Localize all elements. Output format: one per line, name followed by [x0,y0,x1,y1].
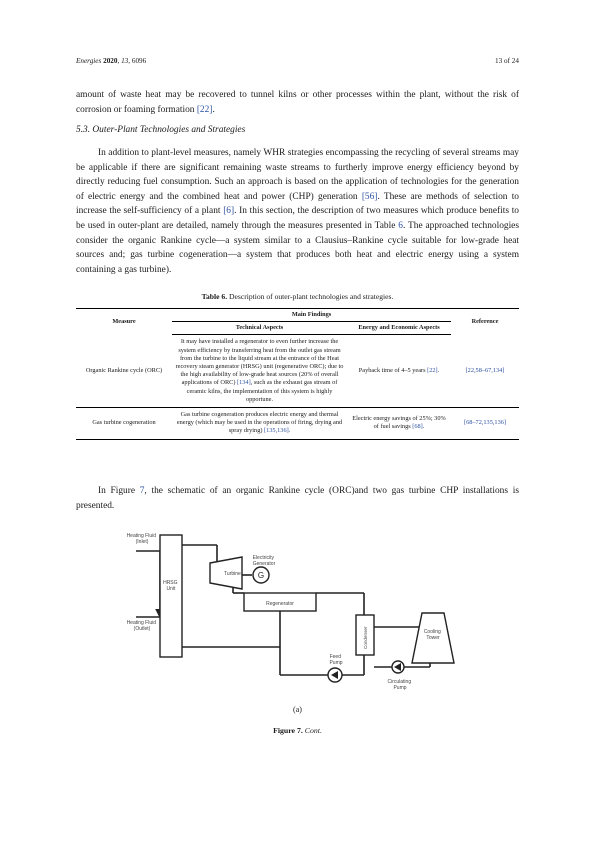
svg-text:Heating Fluid (Inlet) [127,533,158,545]
paragraph-figure-intro [76,484,519,513]
journal-volume: 13 [121,57,129,65]
cell-measure: Gas turbine cogeneration [76,408,172,440]
cell-economic-text: Electric energy savings of 25%; 30% of fuel savings [352,415,446,431]
citation-link[interactable]: [135,136] [264,427,289,435]
citation-link[interactable]: [6] [223,206,235,217]
feed-pump-label-1: Feed [329,654,342,660]
generator-label-1: Electricity [252,555,275,561]
cell-technical [172,335,347,408]
running-header: Energies 2020, 13, 6096 [76,57,147,65]
cell-reference[interactable]: [68–72,135,136] [451,408,519,440]
cell-measure: Organic Rankine cycle (ORC) [76,335,172,408]
feed-pump-label-2: Pump [329,660,343,666]
heating-fluid-outlet-label-1: Heating Fluid [126,620,157,626]
cell-technical-text: It may have installed a regenerator to even further increase the system efficiency by transferring heat from the outlet gas stream from the turbine to the liquid stream at the entrance of the Heat recovery steam generator (HRSG) unit (regenerative ORC); due to the high availability of low-grade heat sources (20% of overall applications of ORC) [175,338,344,387]
table-caption [76,292,519,301]
figure-caption-text: Cont. [304,726,322,735]
condenser-label: Condenser [363,626,368,649]
journal-name: Energies [76,57,102,65]
figure-caption [76,726,519,735]
header-main-findings: Main Findings [172,309,451,322]
header-economic-aspects: Energy and Economic Aspects [347,322,451,335]
circulating-pump-label-2: Pump [393,685,407,691]
table-caption-label: Table 6. [201,292,228,301]
paragraph-text-segment: . The approached technologies consider the organic Rankine cycle—a system similar to a Clausius–Rankine cycle suitable for low-grade heat sources and; gas turbine cogeneration—a system that produces both heat and electric energy using a system containing a gas turbine). [76,220,519,275]
figure-link[interactable]: 7 [139,486,145,496]
heating-fluid-outlet-label-2: (Outlet) [133,626,151,632]
turbine-label: Turbine [224,571,241,577]
paragraph-figure-intro-tail: , the schematic of an organic Rankine cycle (ORC)and two gas turbine CHP installations is presented. [76,486,519,511]
citation-link[interactable]: [68] [412,423,423,431]
regenerator-label: Regenerator [266,601,294,607]
citation-link[interactable]: [22] [196,104,213,115]
cooling-tower-label-2: Tower [426,635,440,641]
table-outer-plant [76,308,519,440]
generator-letter: G [257,571,265,580]
cell-economic-tail: . [437,367,440,375]
hrsg-unit [160,535,182,657]
svg-text:Cooling Tower [424,629,442,641]
paragraph-figure-intro-text: In Figure [98,486,140,496]
cell-economic [347,408,451,440]
citation-link[interactable]: [56] [361,191,378,202]
heating-fluid-inlet-label-2: (Inlet) [135,539,149,545]
cell-technical-tail: . [288,427,291,435]
paragraph-text-segment: . In this section, the description of two measures which produce benefits to be used in outer-plant are detailed, namely through the measures presented in Table [76,206,519,231]
citation-link[interactable]: [134] [237,379,251,387]
circulating-pump-label-1: Circulating [387,679,412,685]
hrsg-label-1: HRSG [163,580,178,586]
journal-year: 2020 [103,57,118,65]
cell-economic-text: Payback time of 4–5 years [358,367,428,375]
table-row [76,335,519,408]
article-number: 6096 [131,57,147,65]
cell-technical-text: Gas turbine cogeneration produces electric energy and thermal energy (which may be used in the operations of firing, drying and spray drying) [176,411,343,435]
section-heading: 5.3. Outer-Plant Technologies and Strategies [76,125,246,135]
cell-economic [347,335,451,408]
page-number: 13 of 24 [495,57,519,65]
figure-sub-label: (a) [293,705,302,714]
paragraph-intro: amount of waste heat may be recovered to tunnel kilns or other processes within the plant, without the risk of corrosion or foaming formation [22]. [76,90,519,115]
citation-link[interactable]: 6 [398,220,403,231]
paragraph-text-segment: In addition to plant-level measures, namely WHR strategies encompassing the recycling of several streams may be applicable if there are significant remaining waste streams to furtherly improve energy efficiency beyond by directly reducing fuel consumption. Such an approach is based on the application of technologies for the generation of electric energy and the combined heat and power (CHP) generation [76,148,519,202]
orc-schematic [120,527,460,697]
cell-economic-tail: . [422,423,425,431]
generator-label-2: Generator [252,561,276,567]
svg-text:Heating Fluid (Outlet) [127,620,158,632]
cell-technical-tail: , such as the exhaust gas stream of ceramic kilns, the implementation of this system is highly opportune. [186,379,338,403]
svg-text:Electricity Generator [253,555,276,567]
header-reference: Reference [451,309,519,335]
svg-text:Circulating Pump [387,679,412,691]
paragraph-text-segment: . These are methods of selection to increase the self-sufficiency of a plant [76,191,519,217]
paragraph-outer-plant [76,146,519,277]
heating-fluid-inlet-label-1: Heating Fluid [126,533,157,539]
header-technical-aspects: Technical Aspects [172,322,347,335]
citation-link[interactable]: [22] [427,367,438,375]
cooling-tower-label-1: Cooling [423,629,441,635]
table-caption-text: Description of outer-plant technologies and strategies. [229,292,394,301]
table-row [76,408,519,440]
cell-technical [172,408,347,440]
cell-reference[interactable]: [22,58–67,134] [451,335,519,408]
figure-caption-label: Figure 7. [273,726,303,735]
svg-text:Feed Pump [329,654,342,666]
paragraph-intro-text: amount of waste heat may be recovered to tunnel kilns or other processes within the plant, without the risk of corrosion or foaming formation [76,90,519,115]
header-measure: Measure [76,309,172,335]
hrsg-label-2: Unit [166,586,176,592]
